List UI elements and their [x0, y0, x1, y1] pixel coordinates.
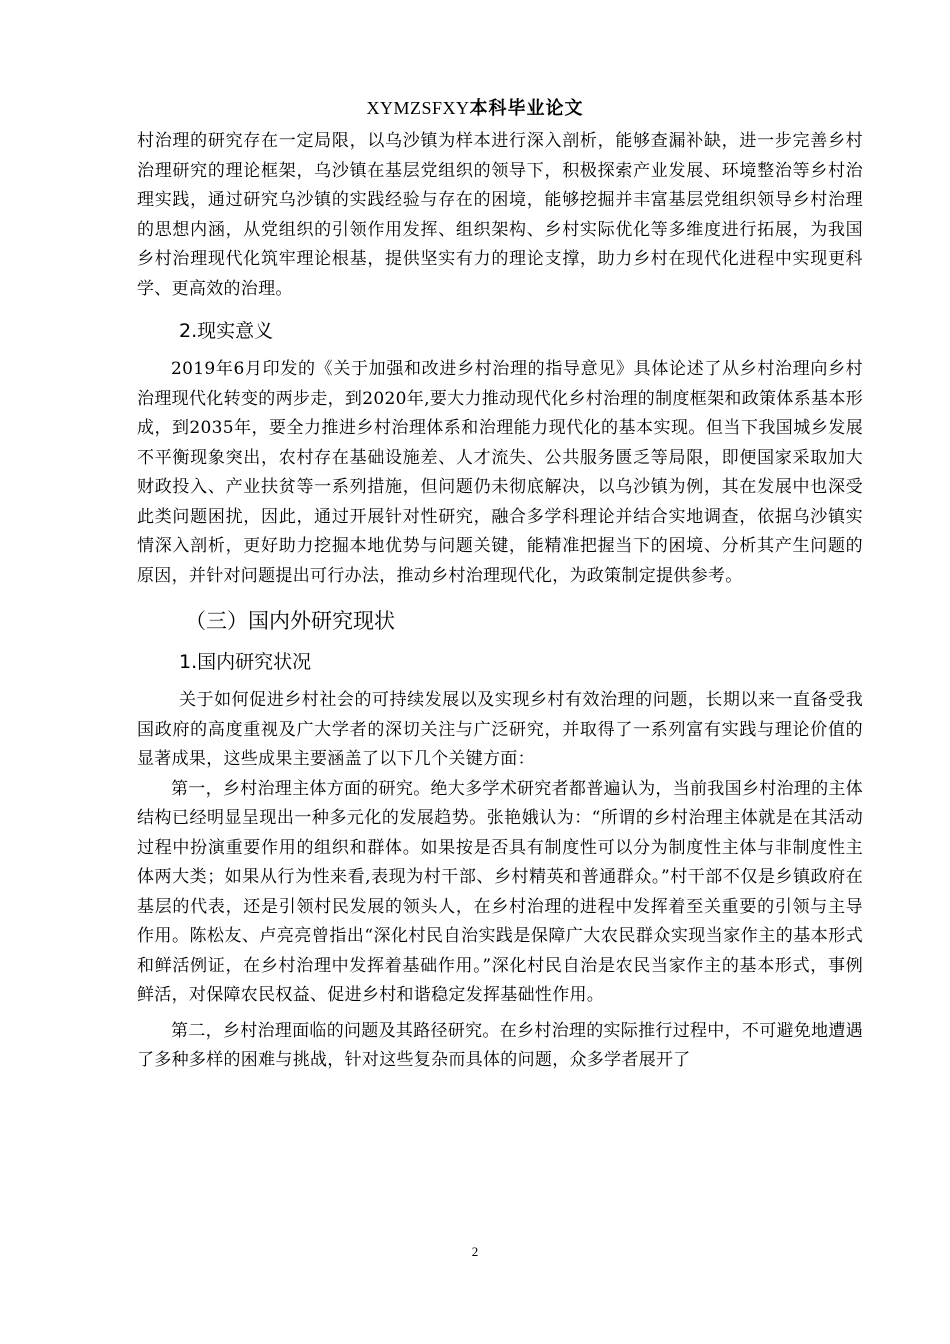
document-body: [137, 127, 863, 1076]
header-school-code: XYMZSFXY: [366, 98, 470, 118]
heading-research-status: （三）国内外研究现状: [185, 609, 395, 633]
paragraph-practical-significance: 2019年6月印发的《关于加强和改进乡村治理的指导意见》具体论述了从乡村治理向乡村治理现代化转变的两步走，到2020年,要大力推动现代化乡村治理的制度框架和政策体系基本形成，到2035年，要全力推进乡村治理体系和治理能力现代化的基本实现。但当下我国城乡发展不平衡现象突出，农村存在基础设施差、人才流失、公共服务匮乏等局限，即便国家采取加大财政投入、产业扶贫等一系列措施，但问题仍未彻底解决，以乌沙镇为例，其在发展中也深受此类问题困扰，因此，通过开展针对性研究，融合多学科理论并结合实地调查，依据乌沙镇实情深入剖析，更好助力挖掘本地优势与问题关键，能精准把握当下的困境、分析其产生问题的原因，并针对问题提出可行办法，推动乡村治理现代化，为政策制定提供参考。: [137, 359, 863, 586]
paragraph-theoretical-continued: 村治理的研究存在一定局限，以乌沙镇为样本进行深入剖析，能够查漏补缺，进一步完善乡村治理研究的理论框架，乌沙镇在基层党组织的领导下，积极探索产业发展、环境整治等乡村治理实践，通过研究乌沙镇的实践经验与存在的困境，能够挖掘并丰富基层党组织领导乡村治理的思想内涵，从党组织的引领作用发挥、组织架构、乡村实际优化等多维度进行拓展，为我国乡村治理现代化筑牢理论根基，提供坚实有力的理论支撑，助力乡村在现代化进程中实现更科学、更高效的治理。: [137, 131, 863, 299]
paragraph-governance-problems: 第二，乡村治理面临的问题及其路径研究。在乡村治理的实际推行过程中，不可避免地遭遇了多种多样的困难与挑战，针对这些复杂而具体的问题，众多学者展开了: [137, 1020, 863, 1070]
page-number: 2: [471, 1244, 479, 1259]
paragraph-governance-subjects: 第一，乡村治理主体方面的研究。绝大多学术研究者都普遍认为，当前我国乡村治理的主体结构已经明显呈现出一种多元化的发展趋势。张艳娥认为：“所谓的乡村治理主体就是在其活动过程中扮演重要作用的组织和群体。如果按是否具有制度性可以分为制度性主体与非制度性主体两大类；如果从行为性来看,表现为村干部、乡村精英和普通群众。”村干部不仅是乡镇政府在基层的代表，还是引领村民发展的领头人，在乡村治理的进程中发挥着至关重要的引领与主导作用。陈松友、卢亮亮曾指出“深化村民自治实践是保障广大农民群众实现当家作主的基本形式和鲜活例证，在乡村治理中发挥着基础作用。”深化村民自治是农民当家作主的基本形式，事例鲜活，对保障农民权益、促进乡村和谐稳定发挥基础性作用。: [137, 778, 863, 1005]
header-thesis-label: 本科毕业论文: [469, 98, 584, 119]
heading-practical-significance: 2.现实意义: [179, 320, 274, 342]
page-header: [0, 95, 950, 122]
paragraph-domestic-intro: 关于如何促进乡村社会的可持续发展以及实现乡村有效治理的问题，长期以来一直备受我国政府的高度重视及广大学者的深切关注与广泛研究，并取得了一系列富有实践与理论价值的显著成果，这些成果主要涵盖了以下几个关键方面：: [137, 690, 863, 769]
heading-domestic-research: 1.国内研究状况: [179, 651, 312, 673]
